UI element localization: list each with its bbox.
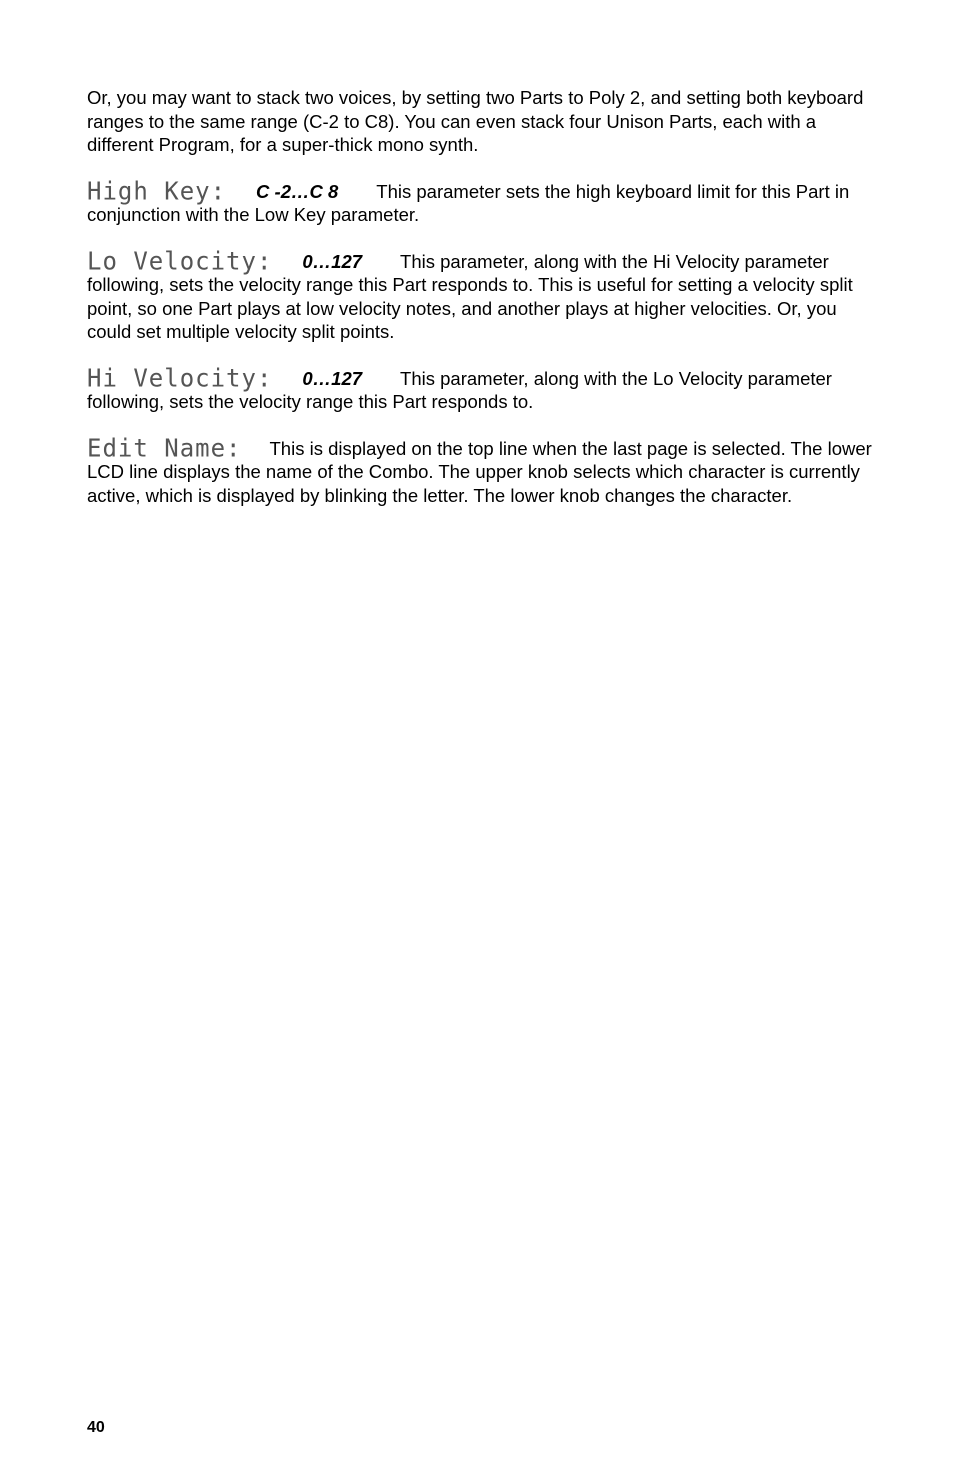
param-lo-velocity <box>87 245 872 344</box>
param-range: C -2…C 8 <box>256 180 339 202</box>
param-hi-velocity <box>87 362 872 414</box>
document-body <box>87 86 872 507</box>
param-lcd-label: Edit Name: <box>87 432 242 463</box>
param-lcd-label: Hi Velocity: <box>87 362 273 393</box>
param-range: 0…127 <box>302 367 363 389</box>
param-description: This parameter, along with the Lo Velocity parameter following, sets the velocity range this Part responds to. <box>87 367 832 412</box>
intro-text: Or, you may want to stack two voices, by setting two Parts to Poly 2, and setting both keyboard ranges to the same range (C-2 to C8). You can even stack four Unison Parts, each with a different Program, for a super-thick mono synth. <box>87 87 864 155</box>
param-range: 0…127 <box>302 250 363 272</box>
param-description: This is displayed on the top line when the last page is selected. The lower LCD line displays the name of the Combo. The upper knob selects which character is currently active, which is displayed by blinking the letter. The lower knob changes the character. <box>87 437 872 506</box>
intro-paragraph <box>87 86 872 157</box>
page-number: 40 <box>87 1419 105 1436</box>
param-description: This parameter sets the high keyboard limit for this Part in conjunction with the Low Key parameter. <box>87 180 850 225</box>
param-edit-name <box>87 432 872 508</box>
param-high-key <box>87 175 872 227</box>
param-lcd-label: Lo Velocity: <box>87 245 273 276</box>
param-lcd-label: High Key: <box>87 175 227 206</box>
param-description: This parameter, along with the Hi Velocity parameter following, sets the velocity range this Part responds to. This is useful for setting a velocity split point, so one Part plays at low velocity notes, and another plays at higher velocities. Or, you could set multiple velocity split points. <box>87 250 853 342</box>
